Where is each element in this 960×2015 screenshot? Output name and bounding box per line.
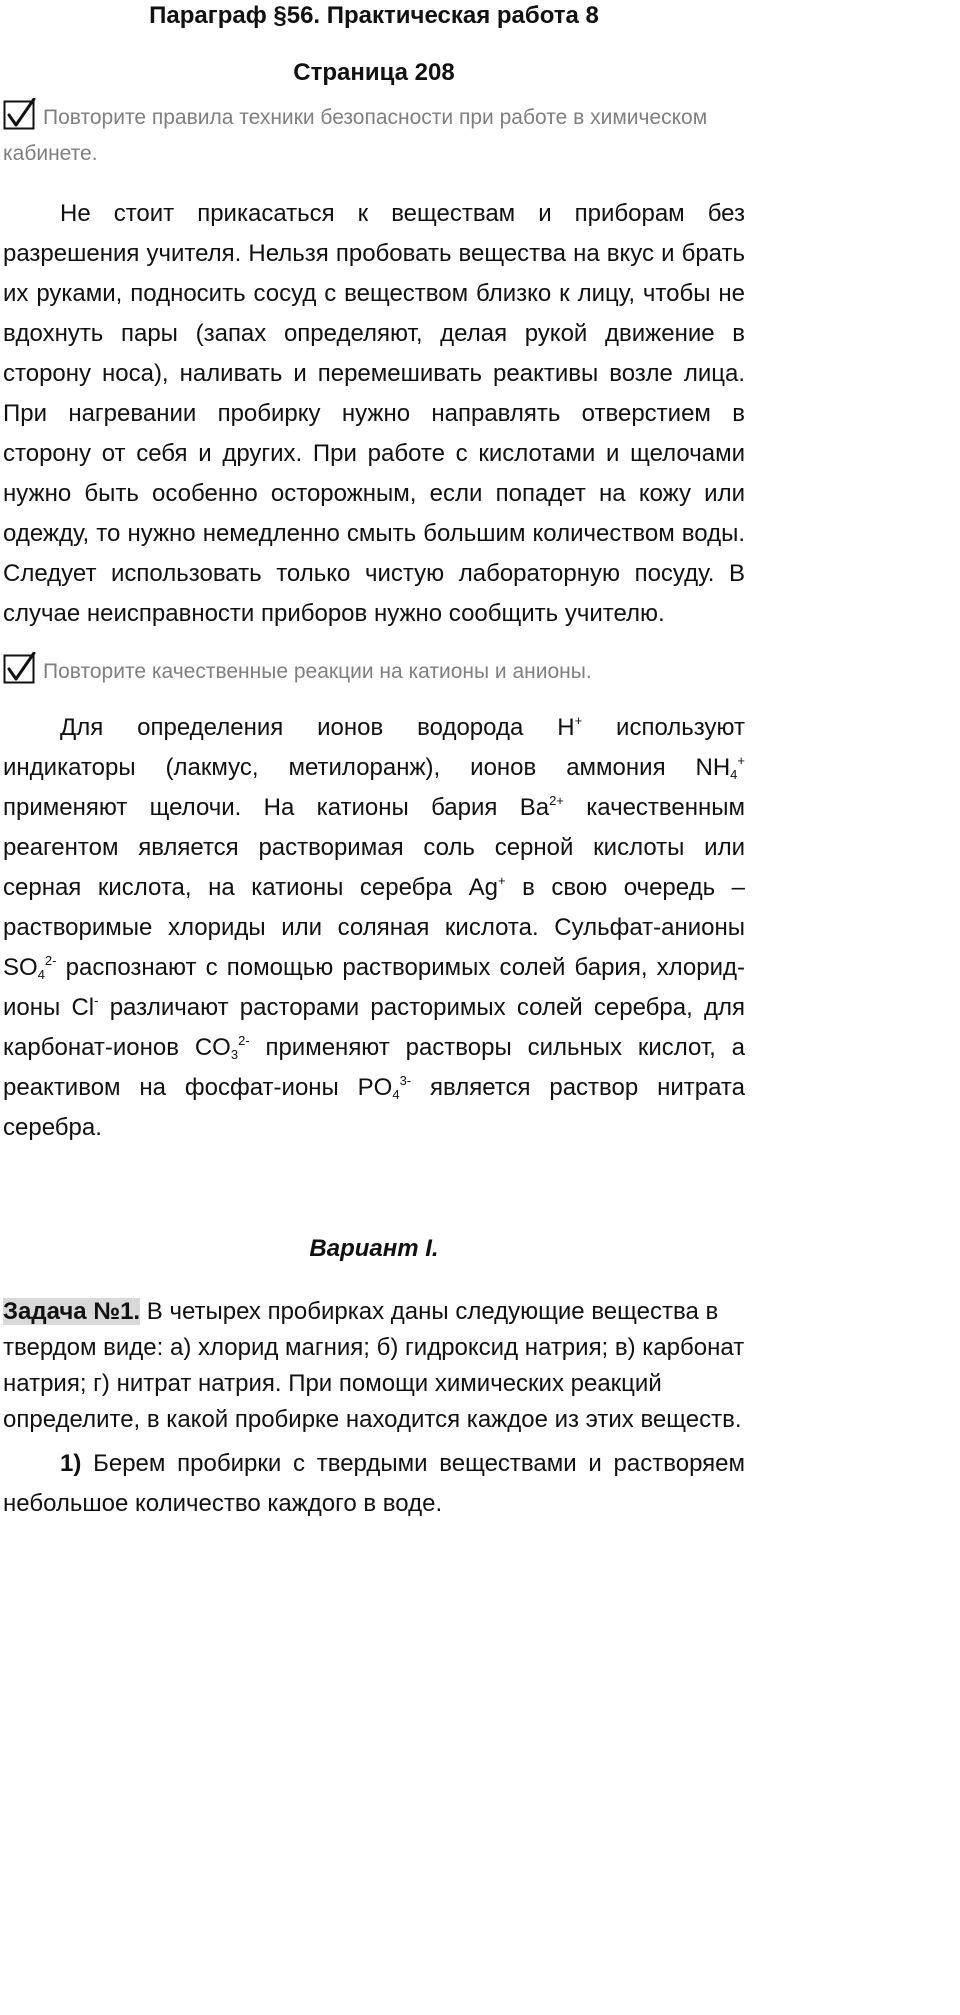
page-number-heading: Страница 208 [293,59,455,86]
solution-step [3,1444,745,1524]
answer-safety: Не стоит прикасаться к веществам и приборам без разрешения учителя. Нельзя пробовать вещества на вкус и брать их руками, подносить сосуд с веществом близко к лицу, чтобы не вдохнуть пары (запах определяют, делая рукой движение в сторону носа), наливать и перемешивать реактивы возле лица. При нагревании пробирку нужно направлять отверстием в сторону от себя и других. При работе с кислотами и щелочами нужно быть особенно осторожным, если попадет на кожу или одежду, то нужно немедленно смыть большим количеством воды. Следует использовать только чистую лабораторную посуду. В случае неисправности приборов нужно сообщить учителю. [3,200,745,627]
task-prompt-text: Повторите правила техники безопасности при работе в химическом кабинете. [3,106,708,165]
answer-reactions: Для определения ионов водорода H+ используют индикаторы (лакмус, метилоранж), ионов аммония $NH_4^+$ применяют щелочи. На катионы бария $Ba^{2+}$ качественным реагентом является растворимая соль серной кислоты или серная кислота, на катионы серебра Ag+ в свою очередь – растворимые хлориды или соляная кислота. Сульфат-анионы $SO_4^{2-}$ распознают с помощью растворимых солей бария, хлорид-ионы Cl- различают расторами расторимых солей серебра, для карбонат-ионов $CO_3^{2-}$ применяют растворы сильных кислот, а реактивом на фосфат-ионы $PO_4^{3-}$ является раствор нитрата серебра. [3,713,746,1141]
checkbox-checked-icon [3,98,37,130]
variant-heading: Вариант I. [309,1235,439,1262]
task-prompt-safety [3,98,745,172]
problem-statement [3,1294,745,1438]
page-title: Параграф §56. Практическая работа 8 [149,2,599,29]
problem-label: Задача №1. [3,1298,141,1325]
step-text: Берем пробирки с твердыми веществами и растворяем небольшое количество каждого в воде. [3,1450,745,1517]
problem-text: В четырех пробирках даны следующие вещества в твердом виде: а) хлорид магния; б) гидроксид натрия; в) карбонат натрия; г) нитрат натрия. При помощи химических реакций определите, в какой пробирке находится каждое из этих веществ. [3,1298,745,1433]
step-number: 1) [60,1450,82,1477]
task-prompt-text: Повторите качественные реакции на катионы и анионы. [43,660,592,683]
task-prompt-reactions [3,652,745,690]
checkbox-checked-icon [3,652,37,684]
